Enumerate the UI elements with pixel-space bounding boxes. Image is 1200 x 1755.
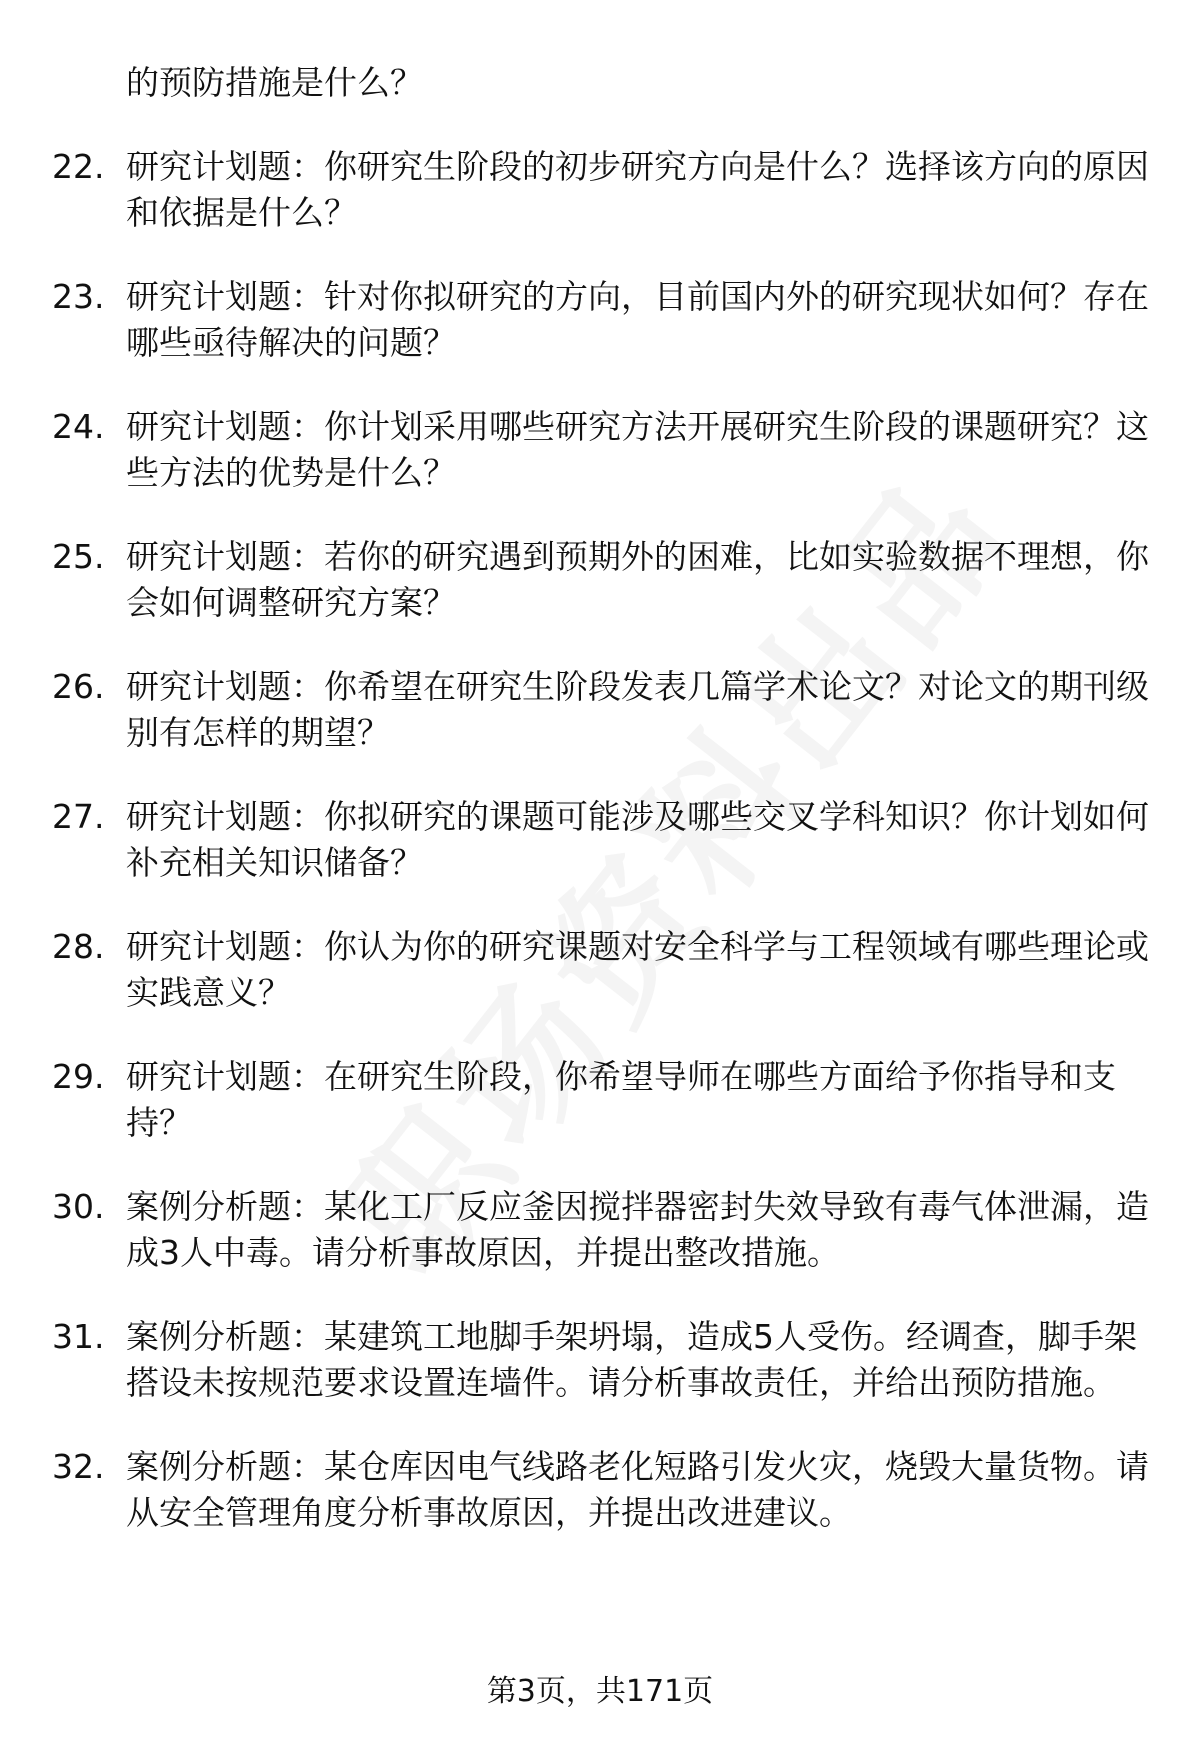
question-text: 案例分析题：某化工厂反应釜因搅拌器密封失效导致有毒气体泄漏，造成3人中毒。请分析事故原因，并提出整改措施。 (126, 1187, 1149, 1272)
question-number: 23. (52, 277, 105, 316)
question-number: 22. (52, 147, 105, 186)
question-text: 研究计划题：针对你拟研究的方向，目前国内外的研究现状如何？存在哪些亟待解决的问题？ (126, 277, 1149, 362)
page-footer: 第3页，共171页 (486, 1674, 714, 1709)
question-item (52, 1444, 1152, 1536)
question-text: 研究计划题：你研究生阶段的初步研究方向是什么？选择该方向的原因和依据是什么？ (126, 147, 1149, 232)
question-number: 29. (52, 1057, 105, 1096)
question-number: 31. (52, 1317, 105, 1356)
question-number: 25. (52, 537, 105, 576)
question-list (52, 60, 1152, 1574)
question-text: 研究计划题：若你的研究遇到预期外的困难，比如实验数据不理想，你会如何调整研究方案？ (126, 537, 1149, 622)
question-number: 30. (52, 1187, 105, 1226)
question-text: 研究计划题：你计划采用哪些研究方法开展研究生阶段的课题研究？这些方法的优势是什么？ (126, 407, 1149, 492)
question-item (52, 664, 1152, 756)
question-number: 26. (52, 667, 105, 706)
question-text: 研究计划题：你希望在研究生阶段发表几篇学术论文？对论文的期刊级别有怎样的期望？ (126, 667, 1149, 752)
question-number: 32. (52, 1447, 105, 1486)
question-text: 案例分析题：某仓库因电气线路老化短路引发火灾，烧毁大量货物。请从安全管理角度分析事故原因，并提出改进建议。 (126, 1447, 1149, 1532)
question-number: 24. (52, 407, 105, 446)
question-number: 28. (52, 927, 105, 966)
question-text: 案例分析题：某建筑工地脚手架坍塌，造成5人受伤。经调查，脚手架搭设未按规范要求设置连墙件。请分析事故责任，并给出预防措施。 (126, 1317, 1137, 1402)
question-item (52, 144, 1152, 236)
question-item (52, 1184, 1152, 1276)
question-item (52, 924, 1152, 1016)
question-item (52, 794, 1152, 886)
question-item (52, 404, 1152, 496)
question-number: 27. (52, 797, 105, 836)
question-item (52, 274, 1152, 366)
question-item (52, 1314, 1152, 1406)
question-text: 研究计划题：你拟研究的课题可能涉及哪些交叉学科知识？你计划如何补充相关知识储备？ (126, 797, 1149, 882)
question-text: 研究计划题：在研究生阶段，你希望导师在哪些方面给予你指导和支持？ (126, 1057, 1116, 1142)
question-item (52, 1054, 1152, 1146)
question-text: 研究计划题：你认为你的研究课题对安全科学与工程领域有哪些理论或实践意义？ (126, 927, 1149, 1012)
question-item (52, 534, 1152, 626)
continuation-text: 的预防措施是什么？ (126, 63, 423, 102)
